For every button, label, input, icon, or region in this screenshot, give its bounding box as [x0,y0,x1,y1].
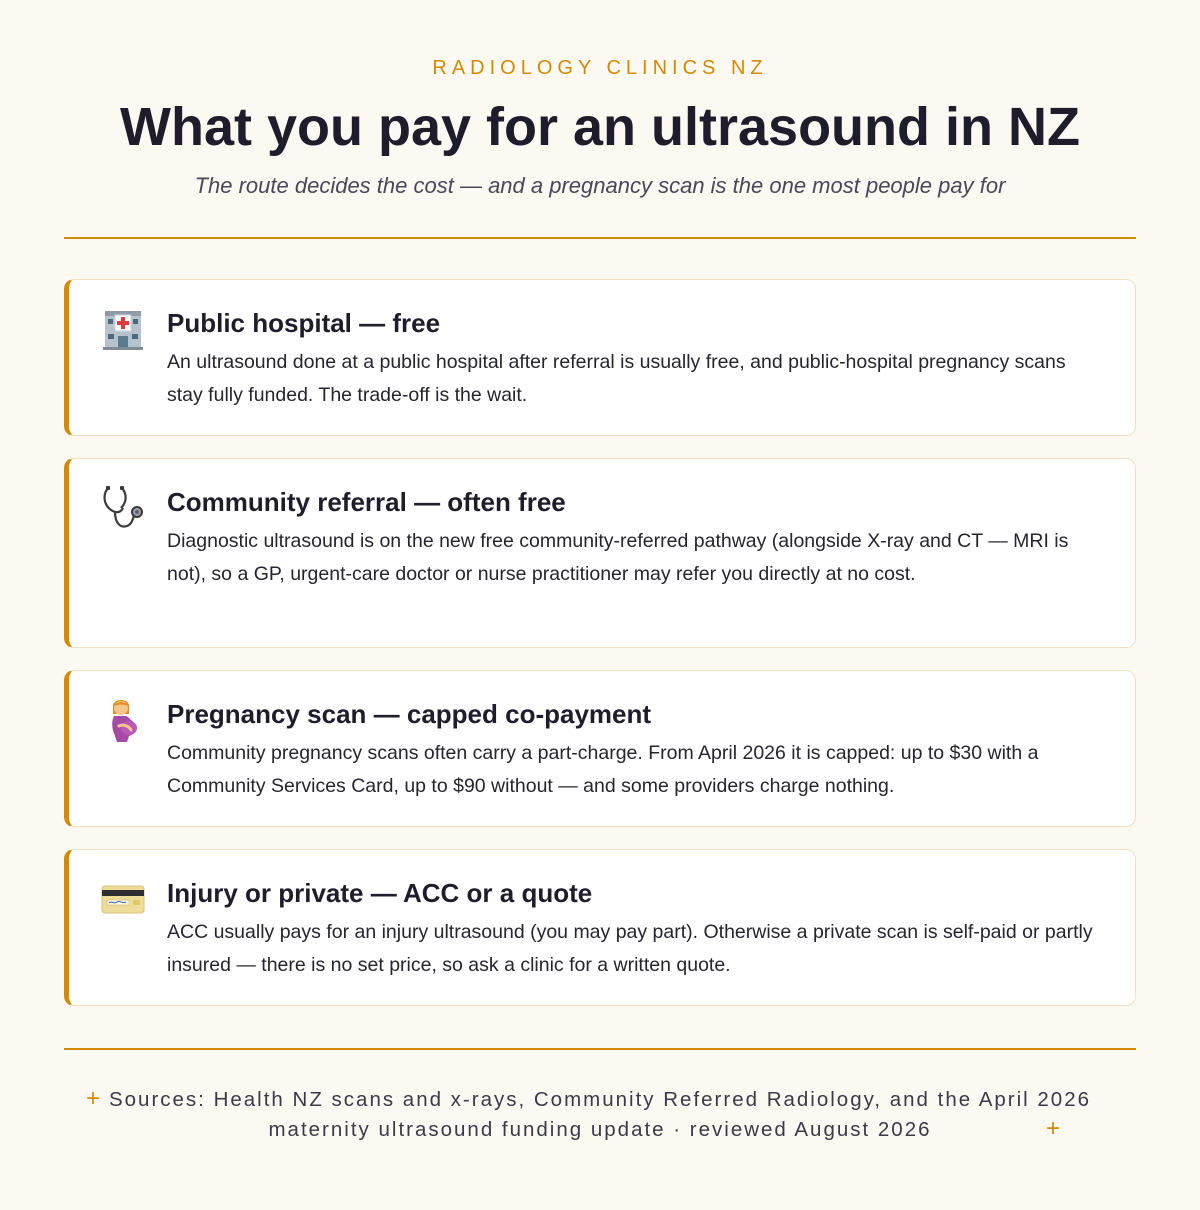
card-heading: Injury or private — ACC or a quote [167,878,593,908]
page-title: What you pay for an ultrasound in NZ [119,97,1080,157]
card-body: An ultrasound done at a public hospital after referral is usually free, and public-hospital pregnancy scans stay fully funded. The trade-off is the wait. [167,351,1066,406]
card-public-hospital [64,279,1136,436]
card-body: Diagnostic ultrasound is on the new free community-referred pathway (alongside X-ray and CT — MRI is not), so a GP, urgent-care doctor or nurse practitioner may refer you directly at no cost. [167,530,1069,585]
card-heading: Pregnancy scan — capped co-payment [167,699,652,729]
card-injury-private [64,849,1136,1006]
plus-ornament-right: + [1046,1115,1061,1142]
card-body: ACC usually pays for an injury ultrasound (you may pay part). Otherwise a private scan is self-paid or partly insured — there is no set price, so ask a clinic for a written quote. [167,921,1093,976]
brand-eyebrow: RADIOLOGY CLINICS NZ [432,57,768,79]
card-community-referral [64,458,1136,648]
page-subtitle: The route decides the cost — and a pregnancy scan is the one most people pay for [194,173,1006,198]
bottom-divider [64,1048,1136,1050]
stethoscope-icon [99,484,147,532]
credit-card-icon [99,875,147,923]
card-heading: Public hospital — free [167,308,441,338]
card-body: Community pregnancy scans often carry a part-charge. From April 2026 it is capped: up to $30 with a Community Services Card, up to $90 without — and some providers charge nothing. [167,742,1039,797]
card-pregnancy-scan [64,670,1136,827]
hospital-icon [99,305,147,353]
plus-ornament-left: + [86,1085,101,1112]
sources-footer: Sources: Health NZ scans and x-rays, Community Referred Radiology, and the April 2026 maternity ultrasound funding update · reviewed August 2026 [108,1088,1092,1141]
card-heading: Community referral — often free [167,487,566,517]
pregnant-woman-icon [99,696,147,744]
top-divider [64,237,1136,239]
